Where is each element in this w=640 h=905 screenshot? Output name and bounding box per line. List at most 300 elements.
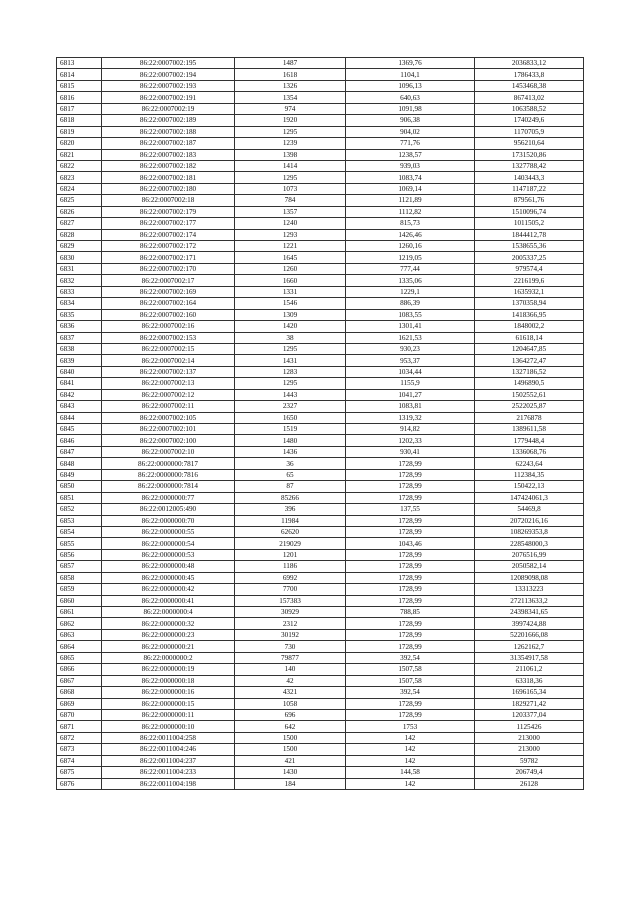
cadastral-number-cell: 86:22:0007002:181 [102, 172, 235, 183]
cadastral-number-cell: 86:22:0007002:180 [102, 183, 235, 194]
cadastral-number-cell: 86:22:0000000:15 [102, 698, 235, 709]
row-number-cell: 6834 [57, 298, 102, 309]
table-row [57, 138, 584, 149]
cadastral-value-cell: 31354917,58 [475, 652, 584, 663]
specific-value-cell: 1083,55 [346, 309, 475, 320]
cadastral-value-cell: 1538655,36 [475, 241, 584, 252]
cadastral-value-cell: 2522025,87 [475, 401, 584, 412]
area-cell: 396 [235, 504, 346, 515]
cadastral-number-cell: 86:22:0000000:18 [102, 675, 235, 686]
area-cell: 1487 [235, 58, 346, 69]
area-cell: 1480 [235, 435, 346, 446]
area-cell: 1436 [235, 446, 346, 457]
cadastral-number-cell: 86:22:0007002:153 [102, 332, 235, 343]
specific-value-cell: 144,58 [346, 767, 475, 778]
cadastral-value-cell: 1740249,6 [475, 115, 584, 126]
specific-value-cell: 1112,82 [346, 206, 475, 217]
table-row [57, 343, 584, 354]
cadastral-value-cell: 228548000,3 [475, 538, 584, 549]
cadastral-number-cell: 86:22:0007002:177 [102, 218, 235, 229]
cadastral-number-cell: 86:22:0007002:101 [102, 424, 235, 435]
cadastral-number-cell: 86:22:0000000:21 [102, 641, 235, 652]
cadastral-number-cell: 86:22:0007002:187 [102, 138, 235, 149]
row-number-cell: 6852 [57, 504, 102, 515]
area-cell: 36 [235, 458, 346, 469]
cadastral-number-cell: 86:22:0007002:100 [102, 435, 235, 446]
row-number-cell: 6855 [57, 538, 102, 549]
specific-value-cell: 1301,41 [346, 321, 475, 332]
cadastral-number-cell: 86:22:0007002:10 [102, 446, 235, 457]
specific-value-cell: 930,23 [346, 343, 475, 354]
cadastral-number-cell: 86:22:0000000:11 [102, 709, 235, 720]
cadastral-number-cell: 86:22:0000000:42 [102, 584, 235, 595]
cadastral-value-cell: 1063588,52 [475, 103, 584, 114]
cadastral-number-cell: 86:22:0011004:198 [102, 778, 235, 789]
specific-value-cell: 1728,99 [346, 515, 475, 526]
cadastral-value-cell: 1125426 [475, 721, 584, 732]
cadastral-number-cell: 86:22:0000000:70 [102, 515, 235, 526]
row-number-cell: 6869 [57, 698, 102, 709]
area-cell: 1058 [235, 698, 346, 709]
area-cell: 62620 [235, 526, 346, 537]
table-row [57, 195, 584, 206]
cadastral-value-cell: 147424061,3 [475, 492, 584, 503]
cadastral-number-cell: 86:22:0000000:32 [102, 618, 235, 629]
area-cell: 85266 [235, 492, 346, 503]
cadastral-value-cell: 1327788,42 [475, 160, 584, 171]
cadastral-number-cell: 86:22:0011004:258 [102, 732, 235, 743]
row-number-cell: 6860 [57, 595, 102, 606]
area-cell: 38 [235, 332, 346, 343]
cadastral-value-cell: 1418366,95 [475, 309, 584, 320]
row-number-cell: 6847 [57, 446, 102, 457]
table-row [57, 687, 584, 698]
row-number-cell: 6818 [57, 115, 102, 126]
cadastral-value-cell: 272113633,2 [475, 595, 584, 606]
table-row [57, 69, 584, 80]
specific-value-cell: 1034,44 [346, 366, 475, 377]
row-number-cell: 6838 [57, 343, 102, 354]
area-cell: 1295 [235, 172, 346, 183]
table-row [57, 652, 584, 663]
row-number-cell: 6830 [57, 252, 102, 263]
table-row [57, 252, 584, 263]
area-cell: 1618 [235, 69, 346, 80]
row-number-cell: 6873 [57, 744, 102, 755]
table-row [57, 424, 584, 435]
cadastral-value-cell: 63318,36 [475, 675, 584, 686]
cadastral-number-cell: 86:22:0007002:11 [102, 401, 235, 412]
specific-value-cell: 815,73 [346, 218, 475, 229]
cadastral-value-cell: 62243,64 [475, 458, 584, 469]
row-number-cell: 6821 [57, 149, 102, 160]
table-row [57, 206, 584, 217]
cadastral-value-cell: 54469,8 [475, 504, 584, 515]
specific-value-cell: 1335,06 [346, 275, 475, 286]
row-number-cell: 6836 [57, 321, 102, 332]
table-row [57, 618, 584, 629]
area-cell: 730 [235, 641, 346, 652]
cadastral-number-cell: 86:22:0007002:195 [102, 58, 235, 69]
row-number-cell: 6850 [57, 481, 102, 492]
area-cell: 1431 [235, 355, 346, 366]
cadastral-number-cell: 86:22:0007002:179 [102, 206, 235, 217]
area-cell: 696 [235, 709, 346, 720]
cadastral-number-cell: 86:22:0007002:137 [102, 366, 235, 377]
cadastral-value-cell: 1453468,38 [475, 80, 584, 91]
table-row [57, 412, 584, 423]
cadastral-value-cell: 2036833,12 [475, 58, 584, 69]
cadastral-number-cell: 86:22:0000000:2 [102, 652, 235, 663]
cadastral-value-cell: 979574,4 [475, 263, 584, 274]
cadastral-value-cell: 26128 [475, 778, 584, 789]
specific-value-cell: 1728,99 [346, 618, 475, 629]
cadastral-number-cell: 86:22:0007002:193 [102, 80, 235, 91]
row-number-cell: 6865 [57, 652, 102, 663]
cadastral-number-cell: 86:22:0007002:19 [102, 103, 235, 114]
row-number-cell: 6839 [57, 355, 102, 366]
table-row [57, 172, 584, 183]
specific-value-cell: 788,85 [346, 607, 475, 618]
specific-value-cell: 1229,1 [346, 286, 475, 297]
row-number-cell: 6826 [57, 206, 102, 217]
cadastral-value-cell: 1370358,94 [475, 298, 584, 309]
cadastral-value-cell: 20720216,16 [475, 515, 584, 526]
row-number-cell: 6845 [57, 424, 102, 435]
cadastral-number-cell: 86:22:0007002:15 [102, 343, 235, 354]
table-row [57, 755, 584, 766]
area-cell: 1309 [235, 309, 346, 320]
specific-value-cell: 1728,99 [346, 698, 475, 709]
row-number-cell: 6854 [57, 526, 102, 537]
area-cell: 79877 [235, 652, 346, 663]
area-cell: 1500 [235, 744, 346, 755]
cadastral-number-cell: 86:22:0012005:490 [102, 504, 235, 515]
specific-value-cell: 1202,33 [346, 435, 475, 446]
table-row [57, 275, 584, 286]
cadastral-number-cell: 86:22:0000000:41 [102, 595, 235, 606]
specific-value-cell: 142 [346, 732, 475, 743]
specific-value-cell: 939,03 [346, 160, 475, 171]
table-row [57, 629, 584, 640]
row-number-cell: 6866 [57, 664, 102, 675]
cadastral-number-cell: 86:22:0000000:77 [102, 492, 235, 503]
cadastral-value-cell: 2050582,14 [475, 561, 584, 572]
cadastral-value-cell: 1364272,47 [475, 355, 584, 366]
cadastral-value-cell: 2076516,99 [475, 549, 584, 560]
cadastral-value-cell: 1147187,22 [475, 183, 584, 194]
cadastral-number-cell: 86:22:0007002:169 [102, 286, 235, 297]
table-row [57, 458, 584, 469]
specific-value-cell: 1260,16 [346, 241, 475, 252]
area-cell: 1295 [235, 378, 346, 389]
row-number-cell: 6856 [57, 549, 102, 560]
area-cell: 87 [235, 481, 346, 492]
area-cell: 642 [235, 721, 346, 732]
cadastral-number-cell: 86:22:0000000:48 [102, 561, 235, 572]
cadastral-value-cell: 1327186,52 [475, 366, 584, 377]
area-cell: 1283 [235, 366, 346, 377]
cadastral-number-cell: 86:22:0007002:13 [102, 378, 235, 389]
specific-value-cell: 914,82 [346, 424, 475, 435]
specific-value-cell: 1083,74 [346, 172, 475, 183]
cadastral-number-cell: 86:22:0000000:55 [102, 526, 235, 537]
cadastral-value-cell: 150422,13 [475, 481, 584, 492]
table-row [57, 389, 584, 400]
cadastral-number-cell: 86:22:0000000:45 [102, 572, 235, 583]
cadastral-value-cell: 1389611,58 [475, 424, 584, 435]
specific-value-cell: 953,37 [346, 355, 475, 366]
row-number-cell: 6842 [57, 389, 102, 400]
specific-value-cell: 1621,53 [346, 332, 475, 343]
specific-value-cell: 392,54 [346, 687, 475, 698]
cadastral-value-cell: 879561,76 [475, 195, 584, 206]
area-cell: 1073 [235, 183, 346, 194]
table-row [57, 572, 584, 583]
area-cell: 784 [235, 195, 346, 206]
row-number-cell: 6867 [57, 675, 102, 686]
row-number-cell: 6863 [57, 629, 102, 640]
area-cell: 1326 [235, 80, 346, 91]
cadastral-value-cell: 108269353,8 [475, 526, 584, 537]
specific-value-cell: 1155,9 [346, 378, 475, 389]
table-row [57, 355, 584, 366]
specific-value-cell: 1728,99 [346, 526, 475, 537]
area-cell: 1295 [235, 343, 346, 354]
cadastral-value-cell: 24398341,65 [475, 607, 584, 618]
specific-value-cell: 1104,1 [346, 69, 475, 80]
row-number-cell: 6813 [57, 58, 102, 69]
cadastral-value-cell: 1786433,8 [475, 69, 584, 80]
cadastral-number-cell: 86:22:0007002:170 [102, 263, 235, 274]
row-number-cell: 6823 [57, 172, 102, 183]
area-cell: 1398 [235, 149, 346, 160]
row-number-cell: 6844 [57, 412, 102, 423]
row-number-cell: 6832 [57, 275, 102, 286]
table-row [57, 309, 584, 320]
specific-value-cell: 1728,99 [346, 458, 475, 469]
table-row [57, 366, 584, 377]
specific-value-cell: 886,39 [346, 298, 475, 309]
cadastral-value-cell: 206749,4 [475, 767, 584, 778]
area-cell: 30192 [235, 629, 346, 640]
cadastral-number-cell: 86:22:0000000:23 [102, 629, 235, 640]
cadastral-value-table [56, 57, 584, 790]
area-cell: 1500 [235, 732, 346, 743]
cadastral-value-cell: 1204647,85 [475, 343, 584, 354]
table-row [57, 549, 584, 560]
specific-value-cell: 1753 [346, 721, 475, 732]
row-number-cell: 6822 [57, 160, 102, 171]
specific-value-cell: 771,76 [346, 138, 475, 149]
specific-value-cell: 1728,99 [346, 595, 475, 606]
area-cell: 1201 [235, 549, 346, 560]
table-row [57, 115, 584, 126]
cadastral-value-cell: 211061,2 [475, 664, 584, 675]
table-body [57, 58, 584, 790]
row-number-cell: 6817 [57, 103, 102, 114]
cadastral-value-cell: 1696165,34 [475, 687, 584, 698]
cadastral-value-cell: 1635932,1 [475, 286, 584, 297]
table-row [57, 561, 584, 572]
row-number-cell: 6858 [57, 572, 102, 583]
row-number-cell: 6827 [57, 218, 102, 229]
table-row [57, 469, 584, 480]
cadastral-number-cell: 86:22:0007002:191 [102, 92, 235, 103]
table-row [57, 664, 584, 675]
area-cell: 1239 [235, 138, 346, 149]
cadastral-value-cell: 213000 [475, 744, 584, 755]
table-row [57, 298, 584, 309]
cadastral-value-cell: 1510096,74 [475, 206, 584, 217]
cadastral-number-cell: 86:22:0007002:182 [102, 160, 235, 171]
cadastral-value-cell: 2005337,25 [475, 252, 584, 263]
cadastral-number-cell: 86:22:0000000:54 [102, 538, 235, 549]
cadastral-value-cell: 956210,64 [475, 138, 584, 149]
area-cell: 4321 [235, 687, 346, 698]
specific-value-cell: 1728,99 [346, 469, 475, 480]
specific-value-cell: 1728,99 [346, 549, 475, 560]
table-row [57, 92, 584, 103]
row-number-cell: 6872 [57, 732, 102, 743]
area-cell: 1650 [235, 412, 346, 423]
area-cell: 140 [235, 664, 346, 675]
area-cell: 1420 [235, 321, 346, 332]
cadastral-number-cell: 86:22:0007002:164 [102, 298, 235, 309]
cadastral-value-cell: 1262162,7 [475, 641, 584, 652]
cadastral-number-cell: 86:22:0007002:17 [102, 275, 235, 286]
specific-value-cell: 392,54 [346, 652, 475, 663]
row-number-cell: 6843 [57, 401, 102, 412]
row-number-cell: 6851 [57, 492, 102, 503]
specific-value-cell: 1238,57 [346, 149, 475, 160]
table-row [57, 721, 584, 732]
area-cell: 1414 [235, 160, 346, 171]
table-row [57, 778, 584, 789]
cadastral-value-cell: 1848002,2 [475, 321, 584, 332]
specific-value-cell: 1091,98 [346, 103, 475, 114]
table-row [57, 675, 584, 686]
cadastral-number-cell: 86:22:0007002:172 [102, 241, 235, 252]
area-cell: 1240 [235, 218, 346, 229]
table-row [57, 584, 584, 595]
table-row [57, 126, 584, 137]
specific-value-cell: 1319,32 [346, 412, 475, 423]
cadastral-value-cell: 1336068,76 [475, 446, 584, 457]
area-cell: 1430 [235, 767, 346, 778]
cadastral-number-cell: 86:22:0000000:4 [102, 607, 235, 618]
specific-value-cell: 640,63 [346, 92, 475, 103]
cadastral-value-cell: 13313223 [475, 584, 584, 595]
table-row [57, 332, 584, 343]
table-row [57, 435, 584, 446]
table-row [57, 229, 584, 240]
area-cell: 1546 [235, 298, 346, 309]
cadastral-value-cell: 112384,35 [475, 469, 584, 480]
table-row [57, 492, 584, 503]
row-number-cell: 6841 [57, 378, 102, 389]
row-number-cell: 6874 [57, 755, 102, 766]
row-number-cell: 6868 [57, 687, 102, 698]
area-cell: 1357 [235, 206, 346, 217]
specific-value-cell: 142 [346, 755, 475, 766]
row-number-cell: 6828 [57, 229, 102, 240]
cadastral-number-cell: 86:22:0007002:16 [102, 321, 235, 332]
cadastral-value-cell: 52201666,08 [475, 629, 584, 640]
specific-value-cell: 906,38 [346, 115, 475, 126]
area-cell: 1260 [235, 263, 346, 274]
cadastral-number-cell: 86:22:0007002:18 [102, 195, 235, 206]
cadastral-value-cell: 1011505,2 [475, 218, 584, 229]
table-row [57, 80, 584, 91]
specific-value-cell: 1083,81 [346, 401, 475, 412]
row-number-cell: 6829 [57, 241, 102, 252]
specific-value-cell: 1728,99 [346, 561, 475, 572]
cadastral-value-cell: 59782 [475, 755, 584, 766]
row-number-cell: 6833 [57, 286, 102, 297]
row-number-cell: 6859 [57, 584, 102, 595]
cadastral-value-cell: 1829271,42 [475, 698, 584, 709]
area-cell: 1295 [235, 126, 346, 137]
area-cell: 2312 [235, 618, 346, 629]
table-row [57, 641, 584, 652]
area-cell: 6992 [235, 572, 346, 583]
cadastral-value-cell: 2216199,6 [475, 275, 584, 286]
cadastral-value-cell: 1170705,9 [475, 126, 584, 137]
area-cell: 1331 [235, 286, 346, 297]
cadastral-number-cell: 86:22:0007002:188 [102, 126, 235, 137]
area-cell: 1519 [235, 424, 346, 435]
table-row [57, 709, 584, 720]
specific-value-cell: 1728,99 [346, 572, 475, 583]
cadastral-value-cell: 61618,14 [475, 332, 584, 343]
row-number-cell: 6814 [57, 69, 102, 80]
cadastral-number-cell: 86:22:0000000:7814 [102, 481, 235, 492]
specific-value-cell: 1507,58 [346, 664, 475, 675]
table-row [57, 241, 584, 252]
table-row [57, 149, 584, 160]
table-row [57, 378, 584, 389]
area-cell: 974 [235, 103, 346, 114]
row-number-cell: 6820 [57, 138, 102, 149]
cadastral-value-cell: 867413,02 [475, 92, 584, 103]
row-number-cell: 6816 [57, 92, 102, 103]
area-cell: 1920 [235, 115, 346, 126]
area-cell: 11984 [235, 515, 346, 526]
cadastral-number-cell: 86:22:0007002:174 [102, 229, 235, 240]
cadastral-number-cell: 86:22:0011004:233 [102, 767, 235, 778]
area-cell: 1293 [235, 229, 346, 240]
row-number-cell: 6824 [57, 183, 102, 194]
area-cell: 219029 [235, 538, 346, 549]
table-row [57, 607, 584, 618]
specific-value-cell: 1069,14 [346, 183, 475, 194]
cadastral-number-cell: 86:22:0000000:16 [102, 687, 235, 698]
row-number-cell: 6835 [57, 309, 102, 320]
row-number-cell: 6875 [57, 767, 102, 778]
specific-value-cell: 1728,99 [346, 492, 475, 503]
cadastral-number-cell: 86:22:0000000:7817 [102, 458, 235, 469]
cadastral-value-cell: 213000 [475, 732, 584, 743]
cadastral-value-cell: 1779448,4 [475, 435, 584, 446]
row-number-cell: 6876 [57, 778, 102, 789]
row-number-cell: 6853 [57, 515, 102, 526]
specific-value-cell: 777,44 [346, 263, 475, 274]
specific-value-cell: 1041,27 [346, 389, 475, 400]
cadastral-value-cell: 1731520,86 [475, 149, 584, 160]
cadastral-number-cell: 86:22:0007002:171 [102, 252, 235, 263]
specific-value-cell: 1096,13 [346, 80, 475, 91]
